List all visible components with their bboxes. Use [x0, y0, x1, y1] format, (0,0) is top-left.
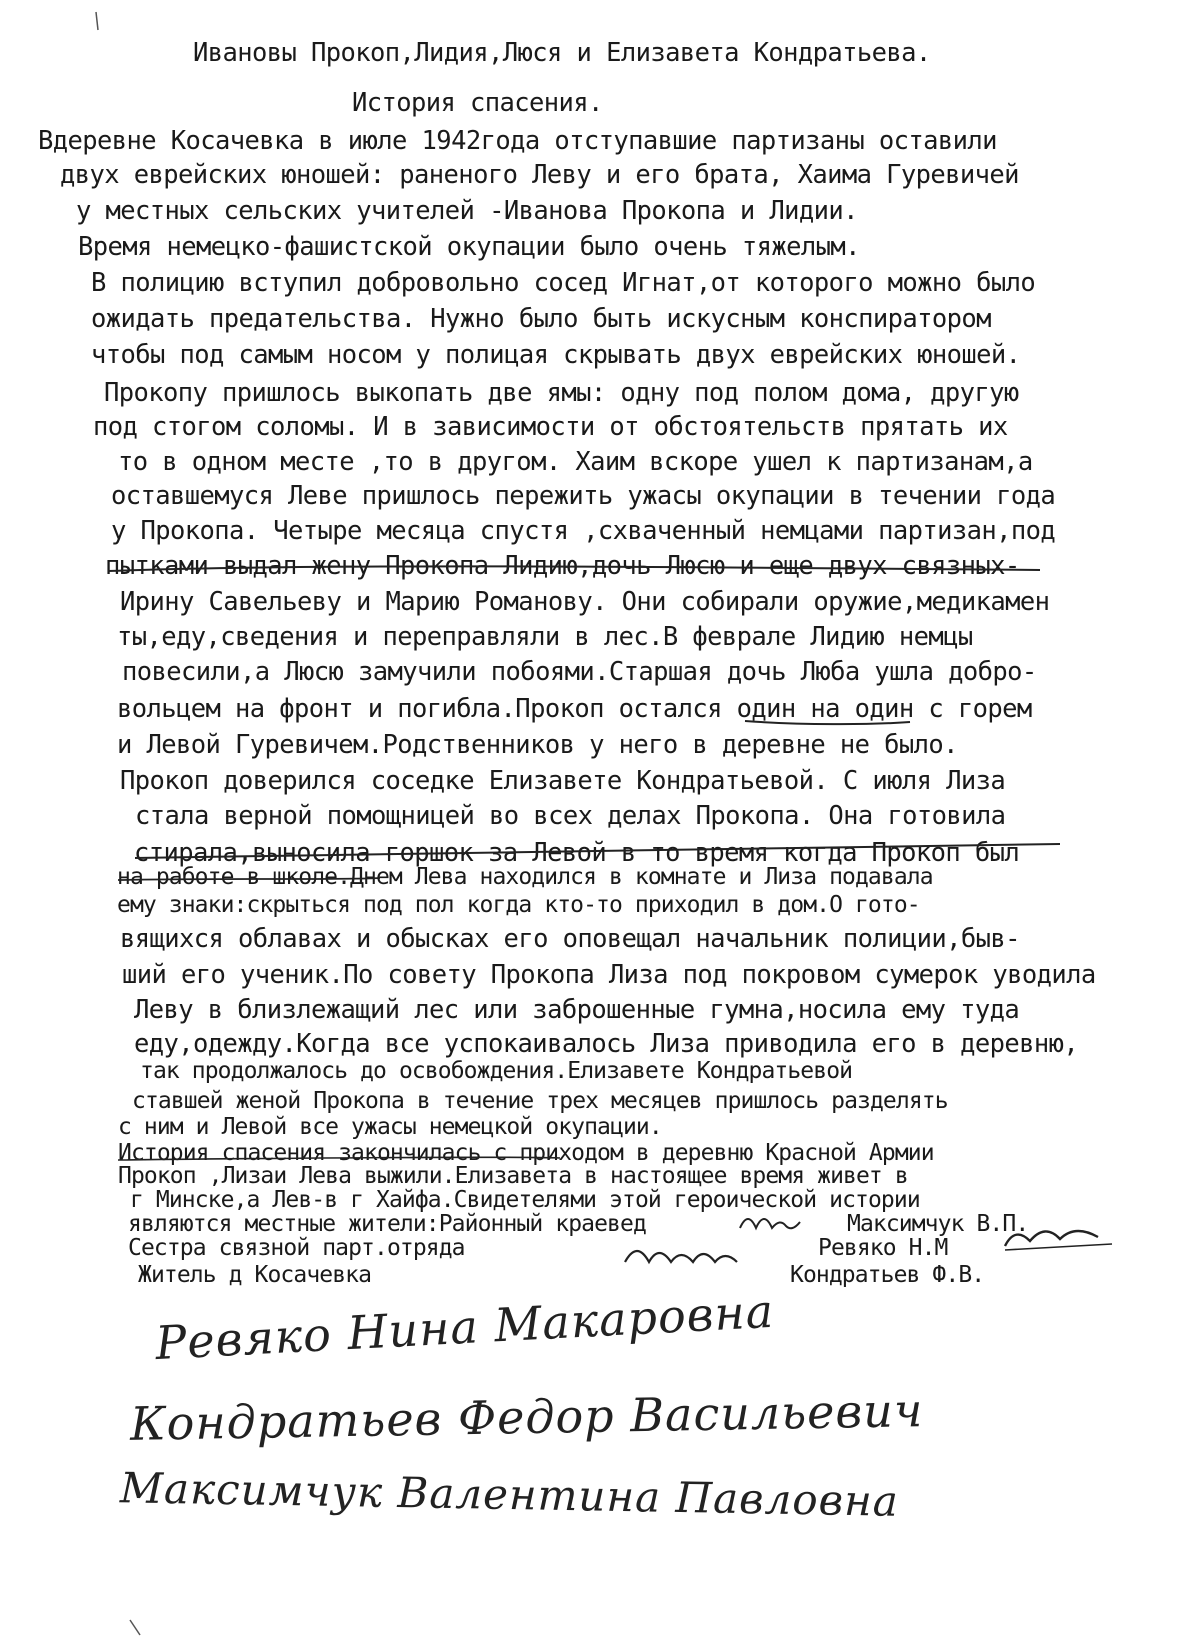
witness-label: являются местные жители:Районный краевед: [128, 1211, 646, 1237]
body-line: еду,одежду.Когда все успокаивалось Лиза приводила его в деревню,: [134, 1029, 1079, 1059]
body-line: пытками выдал жену Прокопа Лидию,дочь Люсю и еще двух связных-: [105, 551, 1020, 581]
body-line: ты,еду,сведения и переправляли в лес.В феврале Лидию немцы: [117, 622, 973, 652]
body-line: стала верной помощницей во всех делах Прокопа. Она готовила: [135, 801, 1006, 831]
body-line: так продолжалось до освобождения.Елизавете Кондратьевой: [140, 1058, 853, 1084]
body-line: Прокоп ,Лизаи Лева выжили.Елизавета в настоящее время живет в: [118, 1163, 908, 1189]
body-line: ший его ученик.По совету Прокопа Лиза под покровом сумерок уводила: [122, 960, 1096, 990]
body-line: В полицию вступил добровольно сосед Игнат,от которого можно было: [91, 268, 1036, 298]
body-line: Время немецко-фашистской окупации было очень тяжелым.: [78, 232, 860, 262]
handwritten-signature: Кондратьев Федор Васильевич: [129, 1383, 924, 1451]
body-line: стирала,выносила горшок за Левой в то время когда Прокоп был: [134, 838, 1020, 868]
document-title: Ивановы Прокоп,Лидия,Люся и Елизавета Кондратьева.: [193, 38, 931, 68]
body-line: чтобы под самым носом у полицая скрывать двух еврейских юношей.: [91, 340, 1021, 370]
initials-signature: [740, 1219, 800, 1228]
body-line: вящихся облавах и обысках его оповещал начальник полиции,быв-: [120, 924, 1020, 954]
handwritten-signature: Ревяко Нина Макаровна: [154, 1283, 776, 1371]
body-line: у Прокопа. Четыре месяца спустя ,схваченный немцами партизан,под: [111, 516, 1056, 546]
body-line: под стогом соломы. И в зависимости от обстоятельств прятать их: [93, 412, 1008, 442]
body-line: двух еврейских юношей: раненого Леву и его брата, Хаима Гуревичей: [60, 160, 1019, 190]
witness-label: Житель д Косачевка: [138, 1262, 372, 1288]
witness-label: Сестра связной парт.отряда: [128, 1235, 465, 1261]
document-subtitle: История спасения.: [352, 88, 603, 118]
handwritten-signature: Максимчук Валентина Павловна: [119, 1463, 900, 1526]
body-line: Леву в близлежащий лес или заброшенные гумна,носила ему туда: [134, 995, 1020, 1025]
initials-signature: [625, 1251, 737, 1262]
body-line: Прокопу пришлось выкопать две ямы: одну под полом дома, другую: [104, 378, 1019, 408]
body-line: История спасения закончилась с приходом в деревню Красной Армии: [118, 1140, 934, 1166]
body-line: Прокоп доверился соседке Елизавете Кондратьевой. С июля Лиза: [120, 766, 1006, 796]
body-line: оставшемуся Леве пришлось пережить ужасы окупации в течении года: [111, 481, 1056, 511]
body-line: Вдеревне Косачевка в июле 1942года отступавшие партизаны оставили: [38, 126, 997, 156]
body-line: г Минске,а Лев-в г Хайфа.Свидетелями этой героической истории: [130, 1187, 920, 1213]
witness-name: Кондратьев Ф.В.: [790, 1262, 985, 1288]
body-line: на работе в школе.Днем Лева находился в комнате и Лиза подавала: [117, 864, 933, 890]
body-line: вольцем на фронт и погибла.Прокоп остался один на один с горем: [117, 694, 1032, 724]
body-line: Ирину Савельеву и Марию Романову. Они собирали оружие,медикамен: [120, 587, 1050, 617]
witness-name: Максимчук В.П.: [847, 1211, 1029, 1237]
witness-name: Ревяко Н.М: [818, 1235, 948, 1261]
body-line: повесили,а Люсю замучили побоями.Старшая дочь Люба ушла добро-: [122, 657, 1037, 687]
body-line: ему знаки:скрыться под пол когда кто-то приходил в дом.О гото-: [117, 892, 920, 918]
body-line: ставшей женой Прокопа в течение трех месяцев пришлось разделять: [132, 1088, 948, 1114]
body-line: ожидать предательства. Нужно было быть искусным конспиратором: [91, 304, 991, 334]
body-line: у местных сельских учителей -Иванова Прокопа и Лидии.: [76, 196, 858, 226]
body-line: и Левой Гуревичем.Родственников у него в деревне не было.: [117, 730, 958, 760]
body-line: с ним и Левой все ужасы немецкой окупации.: [118, 1114, 662, 1140]
body-line: то в одном месте ,то в другом. Хаим вскоре ушел к партизанам,а: [118, 447, 1033, 477]
